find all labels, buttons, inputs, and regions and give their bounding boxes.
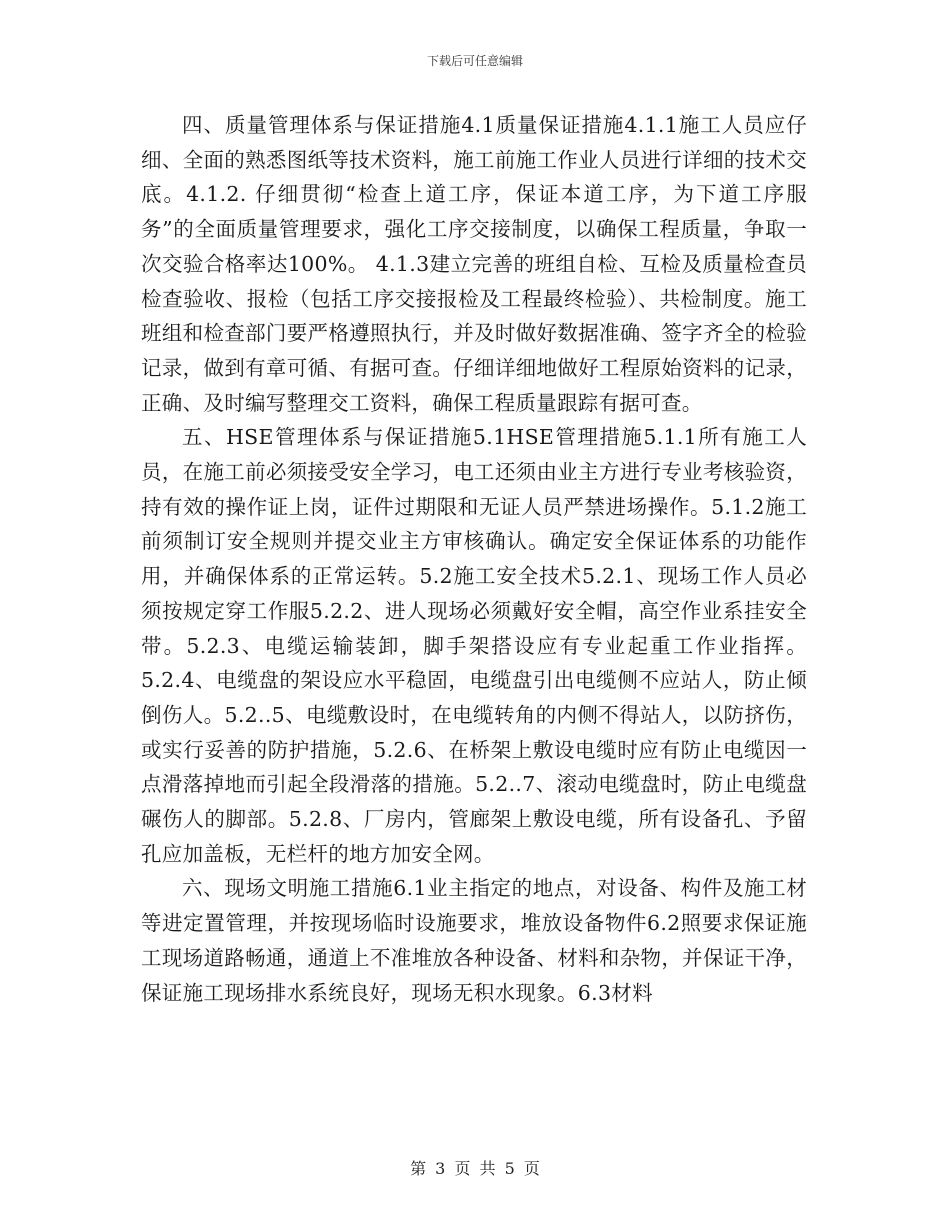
page-number-footer: 第 3 页 共 5 页 bbox=[410, 1159, 540, 1178]
paragraph-hse-management: 五、HSE管理体系与保证措施5.1HSE管理措施5.1.1所有施工人员，在施工前必须接受安全学习，电工还须由业主方进行专业考核验资，持有效的操作证上岗，证件过期限和无证人员严禁进场操作。5.1.2施工前须制订安全规则并提交业主方审核确认。确定安全保证体系的功能作用，并确保体系的正常运转。5.2施工安全技术5.2.1、现场工作人员必须按规定穿工作服5.2.2、进人现场必须戴好安全帽，高空作业系挂安全带。5.2.3、电缆运输装卸，脚手架搭设应有专业起重工作业指挥。5.2.4、电缆盘的架设应水平稳固，电缆盘引出电缆侧不应站人，防止倾倒伤人。5.2..5、电缆敷设时，在电缆转角的内侧不得站人，以防挤伤，或实行妥善的防护措施，5.2.6、在桥架上敷设电缆时应有防止电缆因一点滑落掉地而引起全段滑落的措施。5.2..7、滚动电缆盘时，防止电缆盘碾伤人的脚部。5.2.8、厂房内，管廊架上敷设电缆，所有设备孔、予留孔应加盖板，无栏杆的地方加安全网。 bbox=[141, 425, 807, 866]
document-body bbox=[141, 108, 807, 1010]
paragraph-civilized-construction: 六、现场文明施工措施6.1业主指定的地点，对设备、构件及施工材等进定置管理，并按现场临时设施要求，堆放设备物件6.2照要求保证施工现场道路畅通，通道上不准堆放各种设备、材料和杂物，并保证干净，保证施工现场排水系统良好，现场无积水现象。6.3材料 bbox=[141, 876, 807, 1005]
page-header-note: 下载后可任意编辑 bbox=[426, 54, 523, 68]
paragraph-quality-management: 四、质量管理体系与保证措施4.1质量保证措施4.1.1施工人员应仔细、全面的熟悉图纸等技术资料，施工前施工作业人员进行详细的技术交底。4.1.2. 仔细贯彻“检查上道工序，保证本道工序，为下道工序服务”的全面质量管理要求，强化工序交接制度，以确保工程质量，争取一次交验合格率达100%。 4.1.3建立完善的班组自检、互检及质量检查员检查验收、报检（包括工序交接报检及工程最终检验）、共检制度。施工班组和检查部门要严格遵照执行，并及时做好数据准确、签字齐全的检验记录，做到有章可循、有据可查。仔细详细地做好工程原始资料的记录，正确、及时编写整理交工资料，确保工程质量跟踪有据可查。 bbox=[141, 113, 807, 415]
